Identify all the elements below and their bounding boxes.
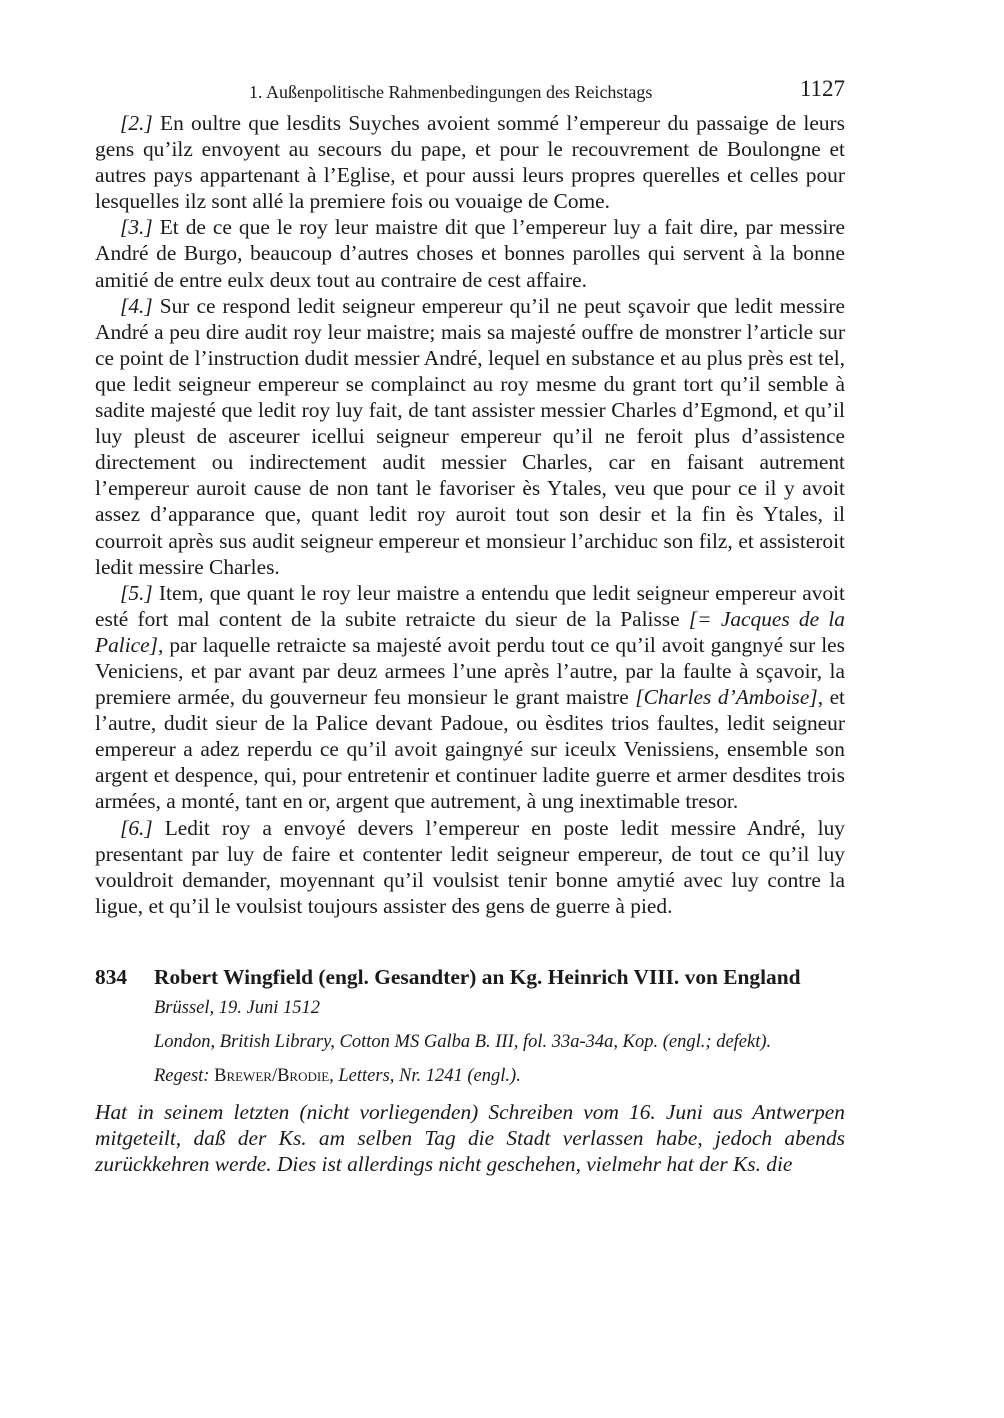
paragraph-3 [95, 214, 845, 292]
regest-reference [154, 1059, 845, 1093]
regest-authors: Brewer/Brodie [214, 1065, 330, 1086]
place-date: Brüssel, 19. Juni 1512 [154, 997, 320, 1018]
paragraph-text: Item, que quant le roy leur maistre a entendu que ledit seigneur empereur avoit esté fort mal content de la subite retraicte du sieur de la Palisse [95, 580, 845, 631]
paragraph-2 [95, 110, 845, 214]
running-title: 1. Außenpolitische Rahmenbedingungen des Reichstags [249, 82, 653, 102]
paragraph-text: Ledit roy a envoyé devers l’empereur en poste ledit messire André, luy presentant par luy de faire et contenter ledit seigneur empereur, de tout ce qu’il luy vouldroit demander, moyennant qu’il voulsist tenir bonne amytié avec luy contre la ligue, et qu’il le voulsist toujours assister des gens de guerre à pied. [95, 815, 845, 918]
document-number: 834 [95, 964, 128, 989]
paragraph-number: [2.] [120, 111, 153, 135]
regest-details: , Letters, Nr. 1241 (engl.). [329, 1065, 521, 1086]
paragraph-text: , et l’autre, dudit sieur de la Palice devant Padoue, ou èsdites trios faultes, ledit seigneur empereur a adez reperdu ce qu’il avoit gaingnyé sur iceulx Venissiens, ensemble son argent et despence, qui, pour entretenir et continuer ladite guerre et armer desdites trois armées, a monté, tant en or, argent que autrement, à ung inextimable tresor. [95, 685, 846, 814]
paragraph-text: En oultre que lesdits Suyches avoient sommé l’empereur du passaige de leurs gens qu’ilz envoyent au secours du pape, et pour le recouvrement de Boulongne et autres pays appartenant à l’Eglise, et pour aussi leurs propres querelles et celles pour lesquelles ilz sont allé la premiere fois ou vouaige de Come. [95, 111, 845, 214]
paragraph-number: [6.] [120, 815, 153, 840]
running-head [95, 76, 845, 110]
paragraph-number: [4.] [120, 293, 153, 318]
source-reference: London, British Library, Cotton MS Galba B. III, fol. 33a-34a, Kop. (engl.; defekt). [154, 1031, 772, 1052]
editorial-note: [= Jacques de la Palice] [95, 606, 845, 657]
document-title: Robert Wingfield (engl. Gesandter) an Kg. Heinrich VIII. von England [154, 964, 801, 989]
regest-label: Regest: [154, 1065, 210, 1086]
paragraph-6 [95, 815, 845, 919]
paragraph-5 [95, 580, 845, 815]
paragraph-number: [3.] [120, 215, 153, 240]
editorial-note: [Charles d’Amboise] [635, 685, 818, 710]
paragraph-text: Sur ce respond ledit seigneur empereur qu’il ne peut sçavoir que ledit messire André a peu dire audit roy leur maistre; mais sa majesté ouffre de monstrer l’article sur ce point de l’instruction dudit messier André, lequel en substance et au plus près est tel, que ledit seigneur empereur se complainct au roy mesme du grant tort qu’il semble à sadite majesté que ledit roy luy fait, de tant assister messier Charles d’Egmond, et qu’il luy pleust de asceurer icellui seigneur empereur qu’il ne feroit plus d’assistence directement ou indirectement audit messier Charles, car en faisant autrement l’empereur auroit cause de non tant le favoriser ès Ytales, veu que pour ce il y avoit assez d’apparance que, quant ledit roy auroit tout son desir et la fin ès Ytales, il courroit après sus audit seigneur empereur et monsieur l’archiduc son filz, et assisteroit ledit messire Charles. [95, 293, 845, 579]
paragraph-number: [5.] [120, 580, 153, 605]
paragraph-text: , par laquelle retraicte sa majesté avoit perdu tout ce qu’il avoit gangnyé sur les Veniciens, et par avant par deuz armees l’une après l’autre, par la faulte à sçavoir, la premiere armée, du gouverneur feu monsieur le grant maistre [95, 632, 845, 710]
document-heading [95, 963, 845, 991]
document-page [95, 76, 845, 1177]
paragraph-text: Et de ce que le roy leur maistre dit que l’empereur luy a fait dire, par messire André de Burgo, beaucoup d’autres choses et bonnes parolles qui servent à la bonne amitié de entre eulx deux tout au contraire de cest affaire. [95, 215, 845, 292]
page-number: 1127 [799, 76, 845, 101]
document-summary: Hat in seinem letzten (nicht vorliegenden) Schreiben vom 16. Juni aus Antwerpen mitgeteilt, daß der Ks. am selben Tag die Stadt verlassen habe, jedoch abends zurückkehren werde. Dies ist allerdings nicht geschehen, vielmehr hat der Ks. die [95, 1099, 845, 1177]
paragraph-4 [95, 293, 845, 580]
